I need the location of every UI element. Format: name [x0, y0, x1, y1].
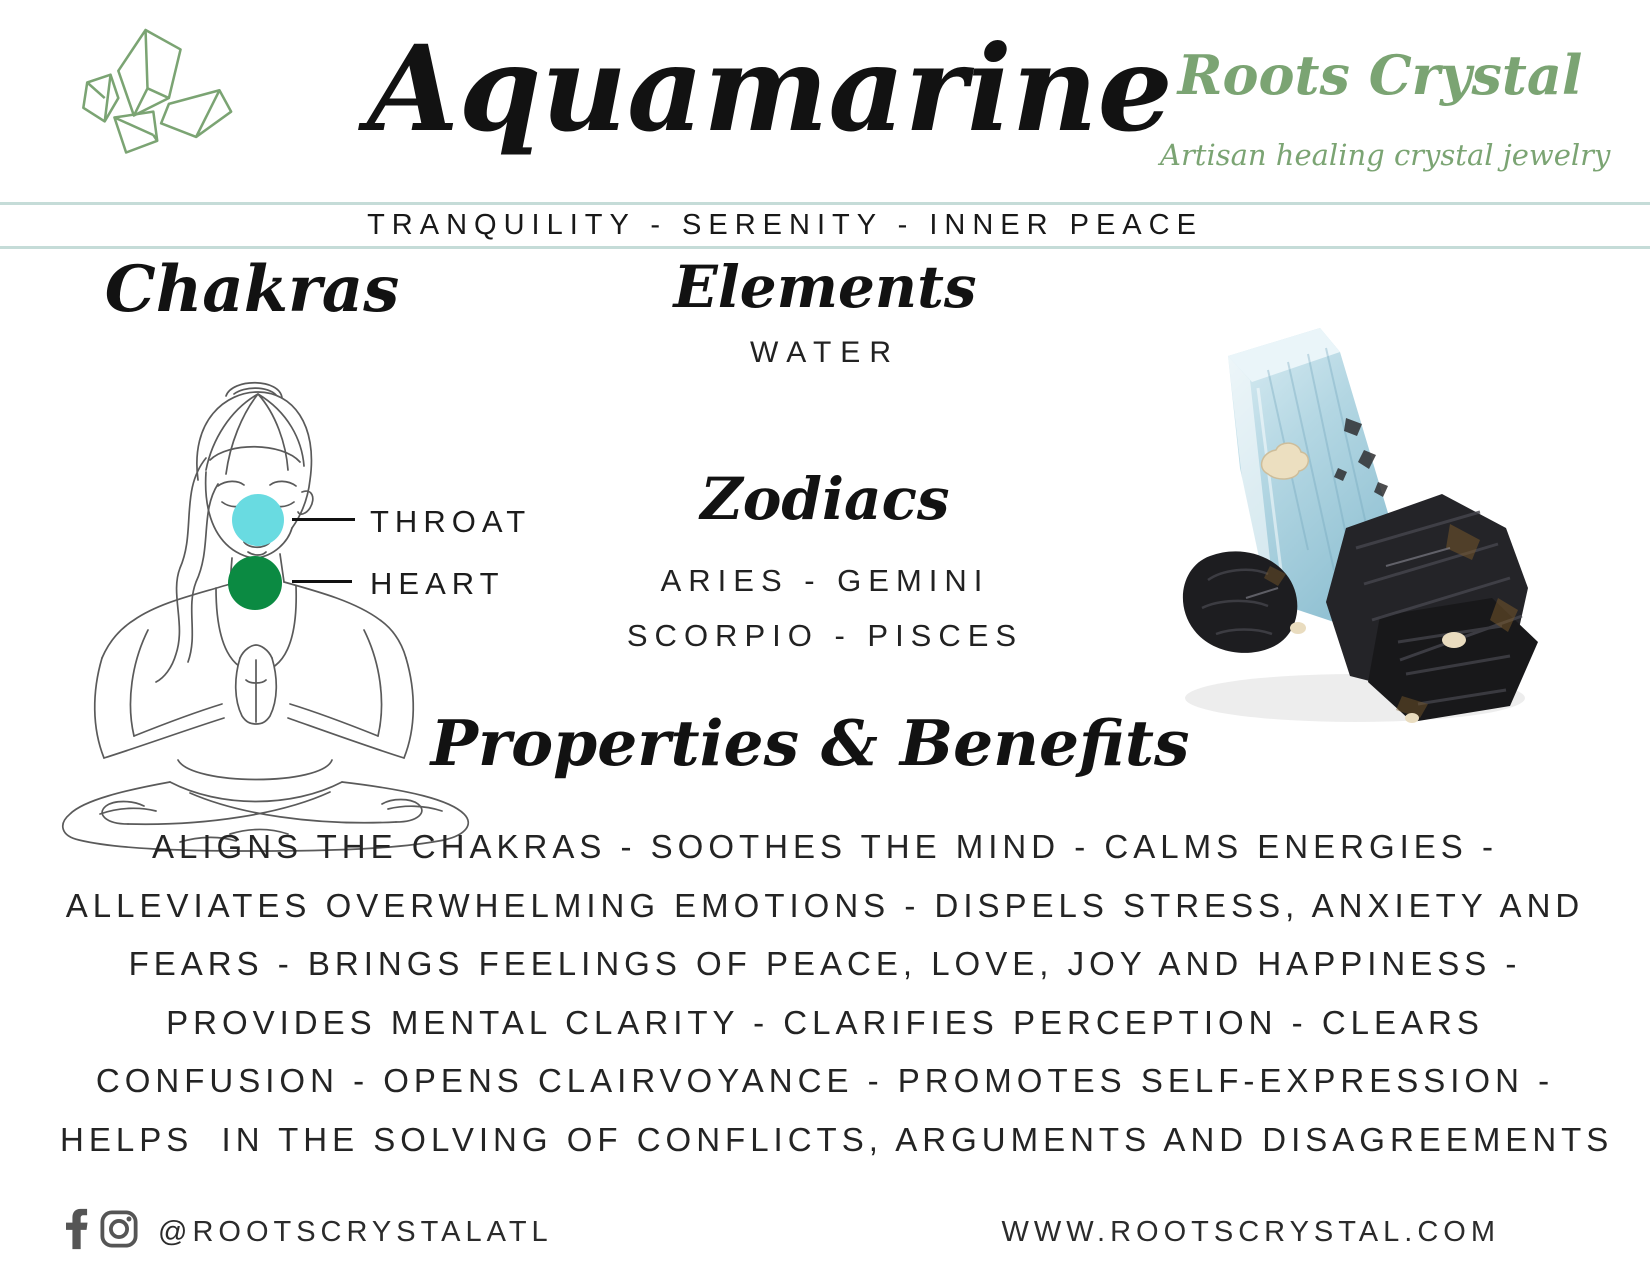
page-title: Aquamarine — [367, 19, 1173, 158]
brand-name: Roots Crystal — [1177, 43, 1583, 107]
aquamarine-on-black-tourmaline-photo — [1150, 298, 1570, 728]
social-handle: @ROOTSCRYSTALATL — [158, 1216, 553, 1248]
properties-heading: Properties & Benefits — [430, 706, 1190, 780]
throat-chakra-label: THROAT — [370, 504, 532, 539]
properties-line: CONFUSION - OPENS CLAIRVOYANCE - PROMOTES SELF-EXPRESSION - — [95, 1062, 1555, 1099]
elements-value: WATER — [750, 336, 900, 369]
throat-pointer-line — [292, 518, 355, 521]
meditating-figure-illustration — [30, 362, 510, 857]
properties-line: ALLEVIATES OVERWHELMING EMOTIONS - DISPELS STRESS, ANXIETY AND — [65, 886, 1585, 924]
properties-line: ALIGNS THE CHAKRAS - SOOTHES THE MIND - CALMS ENERGIES - — [152, 828, 1498, 865]
keywords-banner — [0, 202, 1650, 249]
website-url: WWW.ROOTSCRYSTAL.COM — [1001, 1216, 1500, 1248]
properties-line: FEARS - BRINGS FEELINGS OF PEACE, LOVE, JOY AND HAPPINESS - — [128, 945, 1522, 982]
heart-pointer-line — [292, 580, 352, 583]
keywords-text: TRANQUILITY - SERENITY - INNER PEACE — [367, 209, 1203, 241]
chakras-heading: Chakras — [104, 252, 400, 327]
throat-chakra-dot — [232, 494, 284, 546]
zodiacs-line-1: ARIES - GEMINI — [660, 563, 990, 598]
zodiacs-line-2: SCORPIO - PISCES — [626, 618, 1024, 653]
heart-chakra-label: HEART — [370, 566, 505, 601]
heart-chakra-dot — [228, 556, 282, 610]
properties-line: PROVIDES MENTAL CLARITY - CLARIFIES PERCEPTION - CLEARS — [166, 1003, 1484, 1041]
properties-line: HELPS IN THE SOLVING OF CONFLICTS, ARGUMENTS AND DISAGREEMENTS — [60, 1120, 1614, 1158]
brand-tagline: Artisan healing crystal jewelry — [1160, 138, 1611, 172]
facebook-icon — [66, 1208, 88, 1250]
zodiacs-heading: Zodiacs — [700, 465, 950, 533]
elements-heading: Elements — [673, 253, 977, 321]
instagram-icon — [100, 1210, 138, 1248]
properties-text — [60, 818, 1614, 1169]
